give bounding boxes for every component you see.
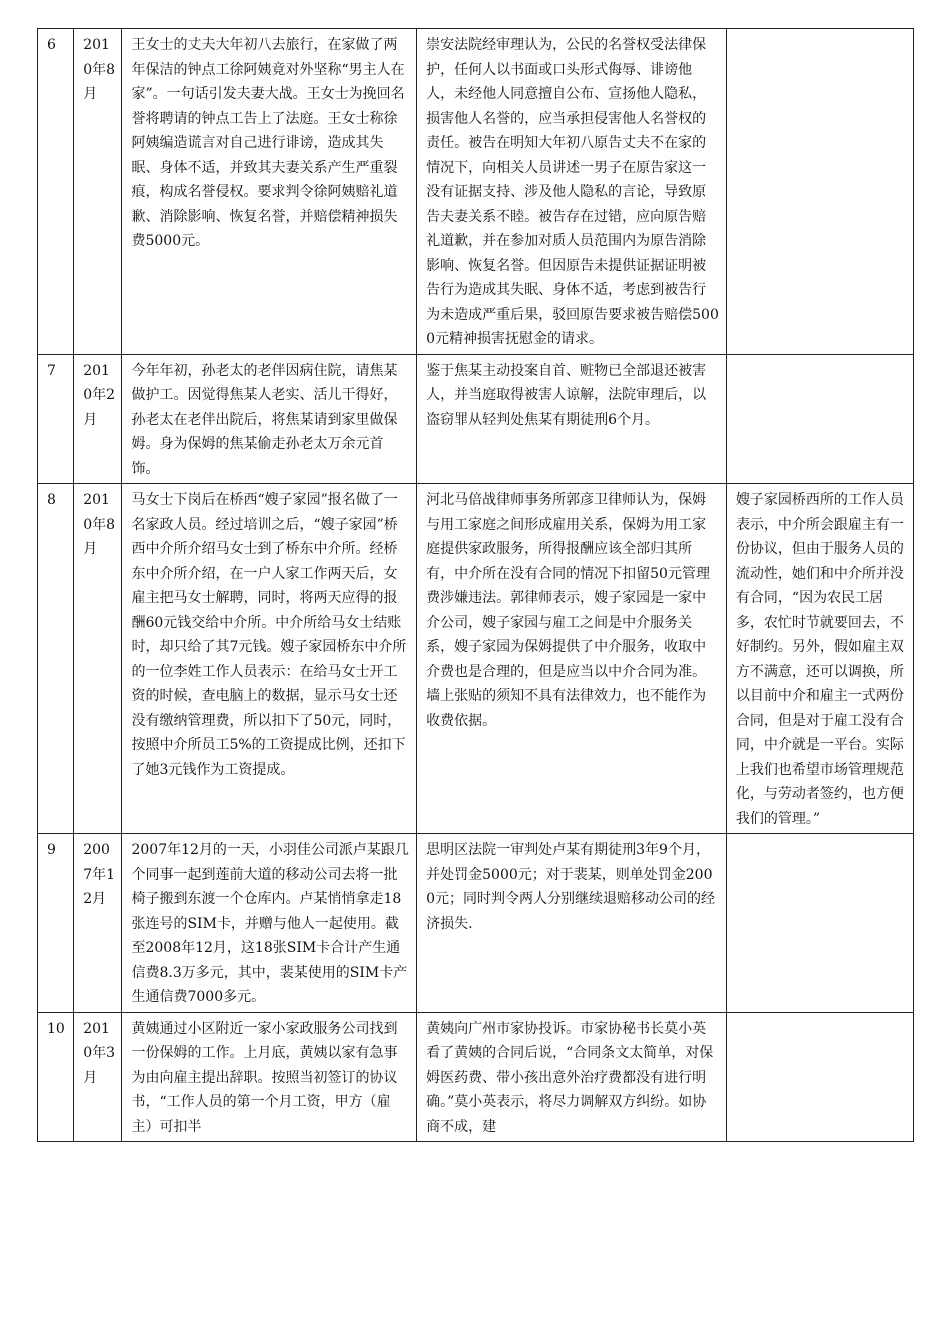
case-description: 今年年初，孙老太的老伴因病住院，请焦某做护工。因觉得焦某人老实、活儿干得好，孙老太在老伴出院后，将焦某请到家里做保姆。身为保姆的焦某偷走孙老太万余元首饰。 [122, 354, 417, 484]
case-date: 2010年8月 [74, 484, 122, 834]
table-row [38, 1012, 914, 1142]
case-description: 马女士下岗后在桥西“嫂子家园”报名做了一名家政人员。经过培训之后，“嫂子家园”桥西中介所介绍马女士到了桥东中介所。经桥东中介所介绍，在一户人家工作两天后，女雇主把马女士解聘，同时，将两天应得的报酬60元钱交给中介所。中介所给马女士结账时，却只给了其7元钱。嫂子家园桥东中介所的一位李姓工作人员表示：在给马女士开工资的时候，查电脑上的数据，显示马女士还没有缴纳管理费，所以扣下了50元，同时，按照中介所员工5%的工资提成比例，还扣下了她3元钱作为工资提成。 [122, 484, 417, 834]
table-row [38, 29, 914, 355]
case-number: 9 [38, 834, 74, 1013]
case-ruling: 崇安法院经审理认为，公民的名誉权受法律保护，任何人以书面或口头形式侮辱、诽谤他人，未经他人同意擅自公布、宣扬他人隐私，损害他人名誉的，应当承担侵害他人名誉权的责任。被告在明知大年初八原告丈夫不在家的情况下，向相关人员讲述一男子在原告家这一没有证据支持、涉及他人隐私的言论，导致原告夫妻关系不睦。被告存在过错，应向原告赔礼道歉，并在参加对质人员范围内为原告消除影响、恢复名誉。但因原告未提供证据证明被告行为造成其失眠、身体不适，考虑到被告行为未造成严重后果，驳回原告要求被告赔偿5000元精神损害抚慰金的请求。 [417, 29, 727, 355]
case-number: 8 [38, 484, 74, 834]
case-date: 2007年12月 [74, 834, 122, 1013]
case-date: 2010年2月 [74, 354, 122, 484]
case-ruling: 河北马倍战律师事务所郭彦卫律师认为，保姆与用工家庭之间形成雇用关系，保姆为用工家庭提供家政服务，所得报酬应该全部归其所有，中介所在没有合同的情况下扣留50元管理费涉嫌违法。郭律师表示，嫂子家园是一家中介公司，嫂子家园与雇工之间是中介服务关系，嫂子家园为保姆提供了中介服务，收取中介费也是合理的，但是应当以中介合同为准。墙上张贴的须知不具有法律效力，也不能作为收费依据。 [417, 484, 727, 834]
case-date: 2010年8月 [74, 29, 122, 355]
case-description: 2007年12月的一天，小羽佳公司派卢某跟几个同事一起到莲前大道的移动公司去将一批椅子搬到东渡一个仓库内。卢某悄悄拿走18张连号的SIM卡，并赠与他人一起使用。截至2008年12月，这18张SIM卡合计产生通信费8.3万多元，其中，裴某使用的SIM卡产生通信费7000多元。 [122, 834, 417, 1013]
case-description: 黄姨通过小区附近一家小家政服务公司找到一份保姆的工作。上月底，黄姨以家有急事为由向雇主提出辞职。按照当初签订的协议书，“工作人员的第一个月工资，甲方（雇主）可扣半 [122, 1012, 417, 1142]
case-number: 10 [38, 1012, 74, 1142]
case-ruling: 鉴于焦某主动投案自首、赃物已全部退还被害人，并当庭取得被害人谅解，法院审理后，以盗窃罪从轻判处焦某有期徒刑6个月。 [417, 354, 727, 484]
case-ruling: 黄姨向广州市家协投诉。市家协秘书长莫小英看了黄姨的合同后说，“合同条文太简单，对保姆医药费、带小孩出意外治疗费都没有进行明确。”莫小英表示，将尽力调解双方纠纷。如协商不成，建 [417, 1012, 727, 1142]
table-row [38, 834, 914, 1013]
case-ruling: 思明区法院一审判处卢某有期徒刑3年9个月，并处罚金5000元；对于裴某，则单处罚金2000元；同时判令两人分别继续退赔移动公司的经济损失. [417, 834, 727, 1013]
case-number: 6 [38, 29, 74, 355]
case-note [726, 29, 913, 355]
case-table [37, 28, 914, 1142]
case-note [726, 834, 913, 1013]
case-number: 7 [38, 354, 74, 484]
case-date: 2010年3月 [74, 1012, 122, 1142]
case-note [726, 354, 913, 484]
table-row [38, 484, 914, 834]
case-note: 嫂子家园桥西所的工作人员表示，中介所会跟雇主有一份协议，但由于服务人员的流动性，她们和中介所并没有合同，“因为农民工居多，农忙时节就要回去，不好制约。另外，假如雇主双方不满意，还可以调换，所以目前中介和雇主一式两份合同，但是对于雇工没有合同，中介就是一平台。实际上我们也希望市场管理规范化，与劳动者签约，也方便我们的管理。” [726, 484, 913, 834]
table-row [38, 354, 914, 484]
case-description: 王女士的丈夫大年初八去旅行，在家做了两年保洁的钟点工徐阿姨竟对外坚称“男主人在家”。一句话引发夫妻大战。王女士为挽回名誉将聘请的钟点工告上了法庭。王女士称徐阿姨编造谎言对自己进行诽谤，造成其失眠、身体不适，并致其夫妻关系产生严重裂痕，构成名誉侵权。要求判令徐阿姨赔礼道歉、消除影响、恢复名誉，并赔偿精神损失费5000元。 [122, 29, 417, 355]
case-note [726, 1012, 913, 1142]
